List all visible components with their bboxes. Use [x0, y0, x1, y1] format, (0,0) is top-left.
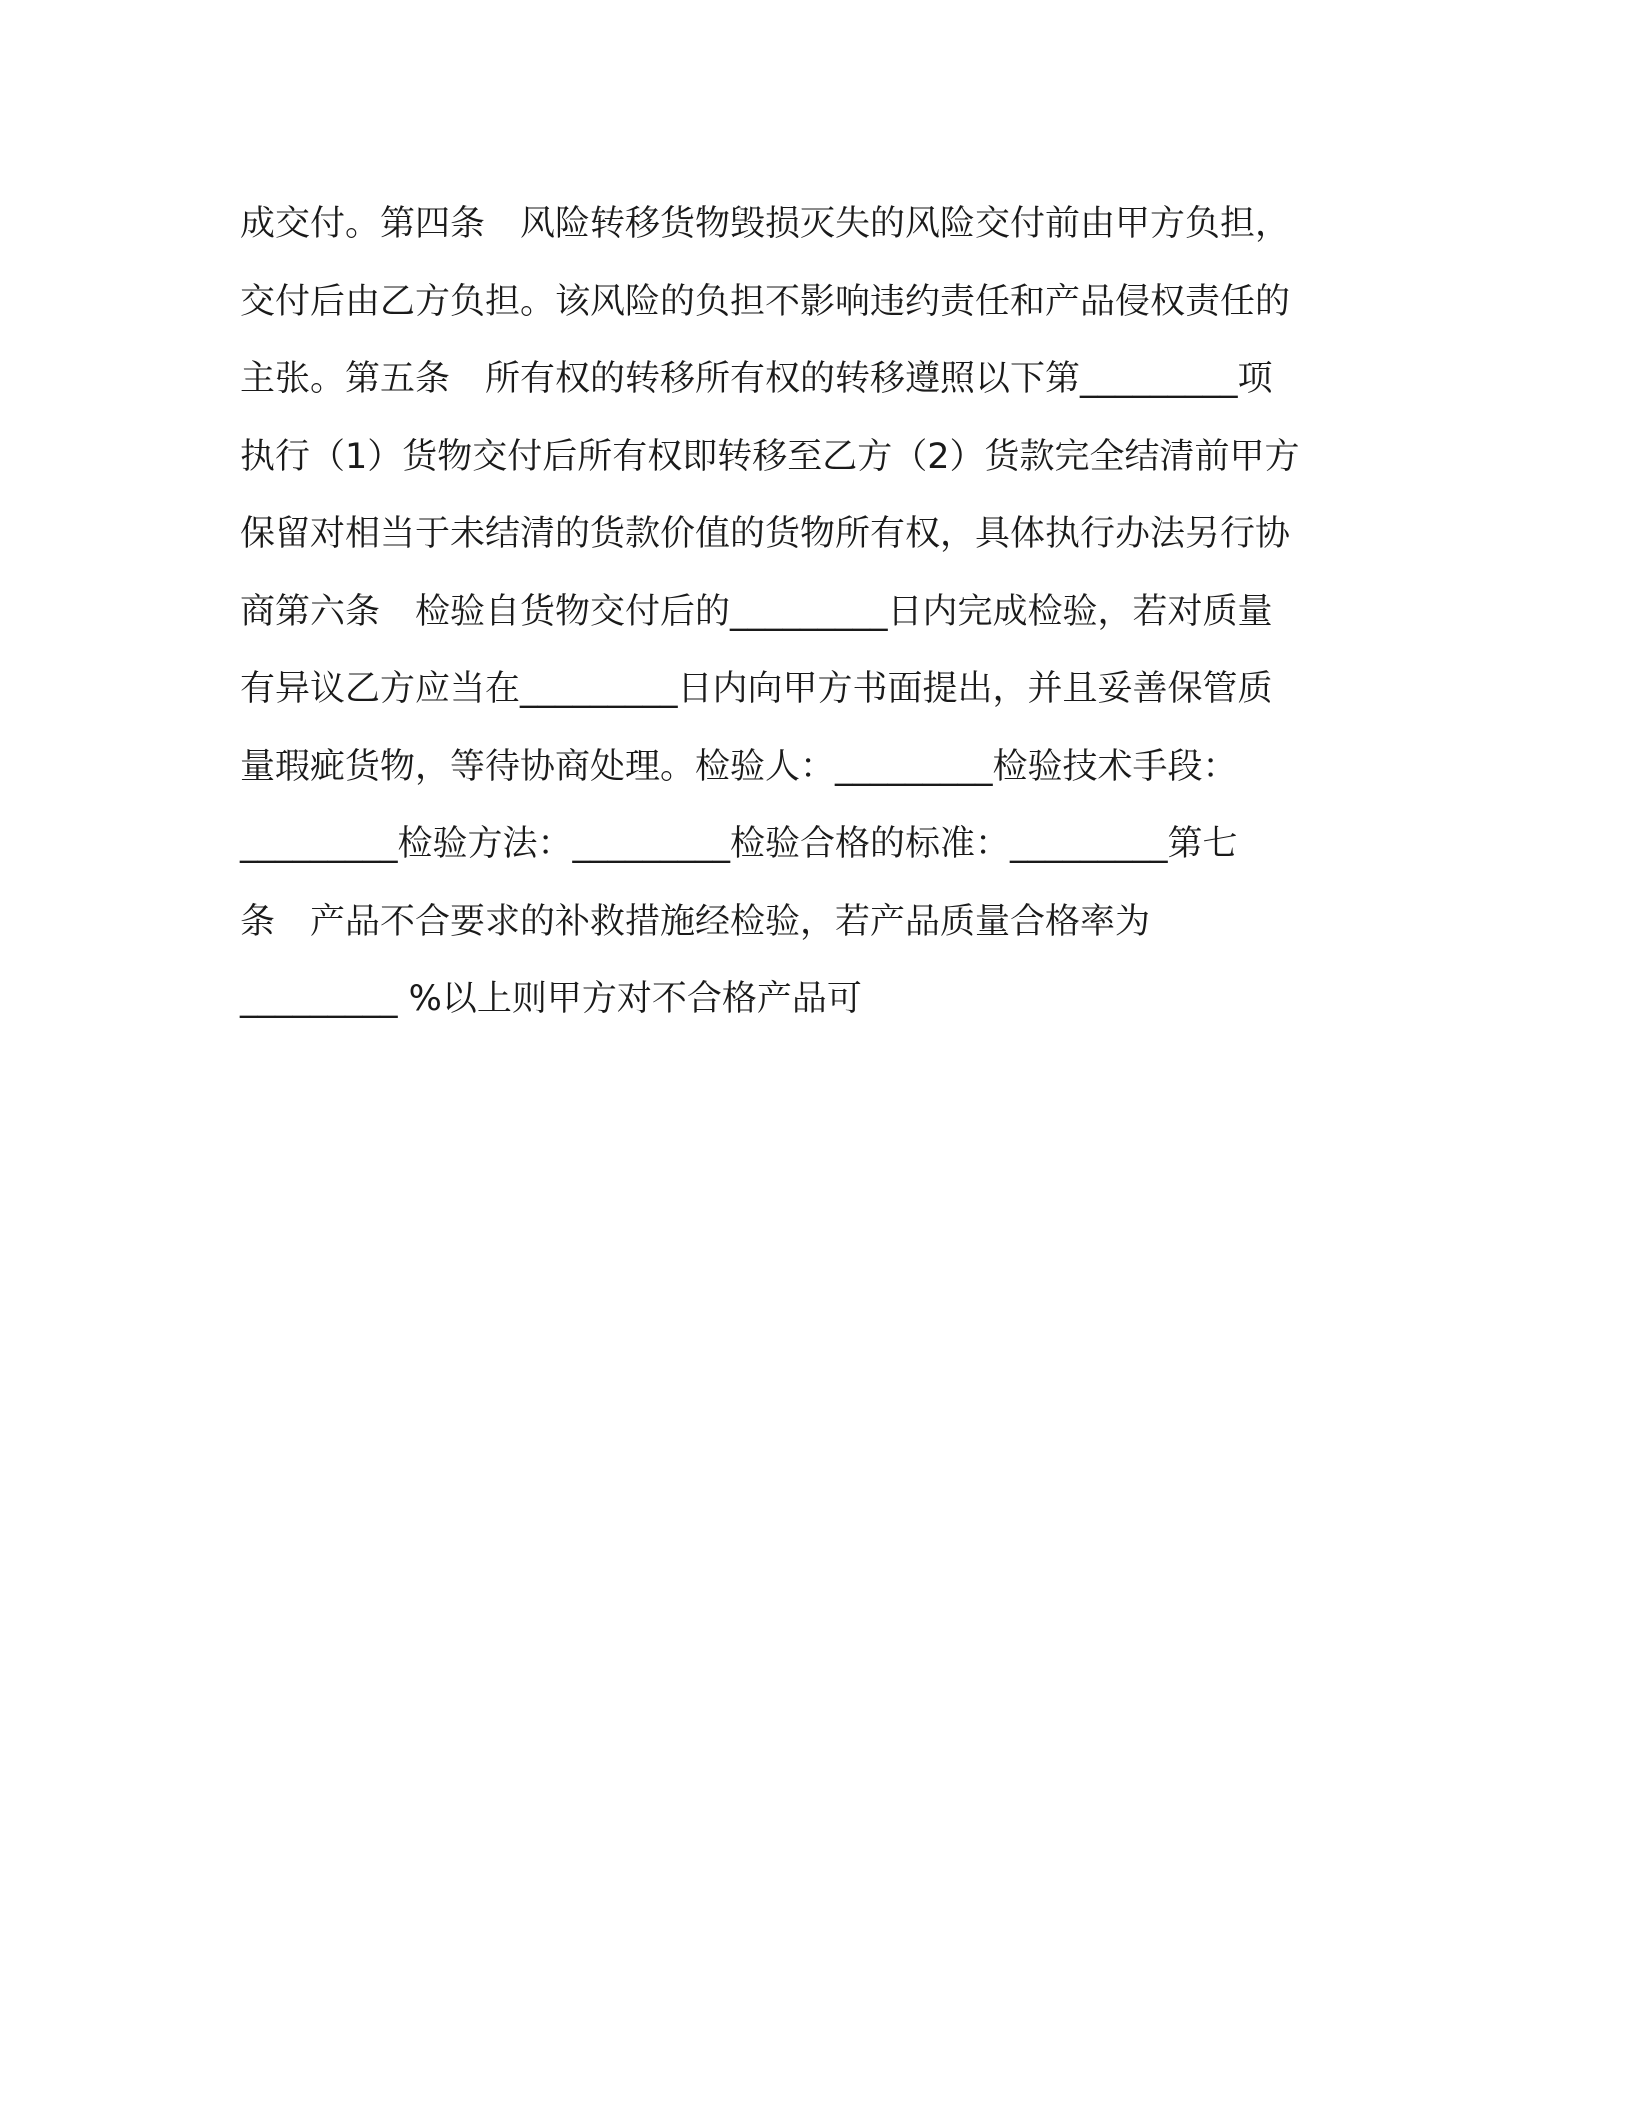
text-line: 量瑕疵货物，等待协商处理。检验人：_________检验技术手段： [240, 746, 1238, 787]
text-line: 保留对相当于未结清的货款价值的货物所有权，具体执行办法另行协 [240, 514, 1291, 554]
text-line: 条 产品不合要求的补救措施经检验，若产品质量合格率为 [240, 901, 1151, 942]
text-line: 商第六条 检验自货物交付后的_________日内完成检验，若对质量 [240, 591, 1273, 632]
text-line: _________检验方法：_________检验合格的标准：_________第七 [240, 824, 1238, 864]
text-line: 有异议乙方应当在_________日内向甲方书面提出，并且妥善保管质 [240, 669, 1273, 709]
text-line: 交付后由乙方负担。该风险的负担不影响违约责任和产品侵权责任的 [240, 281, 1291, 322]
contract-body-text [240, 186, 1380, 1039]
text-line: 主张。第五条 所有权的转移所有权的转移遵照以下第_________项 [240, 359, 1273, 399]
text-line: _________ %以上则甲方对不合格产品可 [240, 979, 862, 1019]
text-line: 成交付。第四条 风险转移货物毁损灭失的风险交付前由甲方负担， [240, 204, 1291, 244]
text-line: 执行（1）货物交付后所有权即转移至乙方（2）货款完全结清前甲方 [240, 436, 1300, 477]
